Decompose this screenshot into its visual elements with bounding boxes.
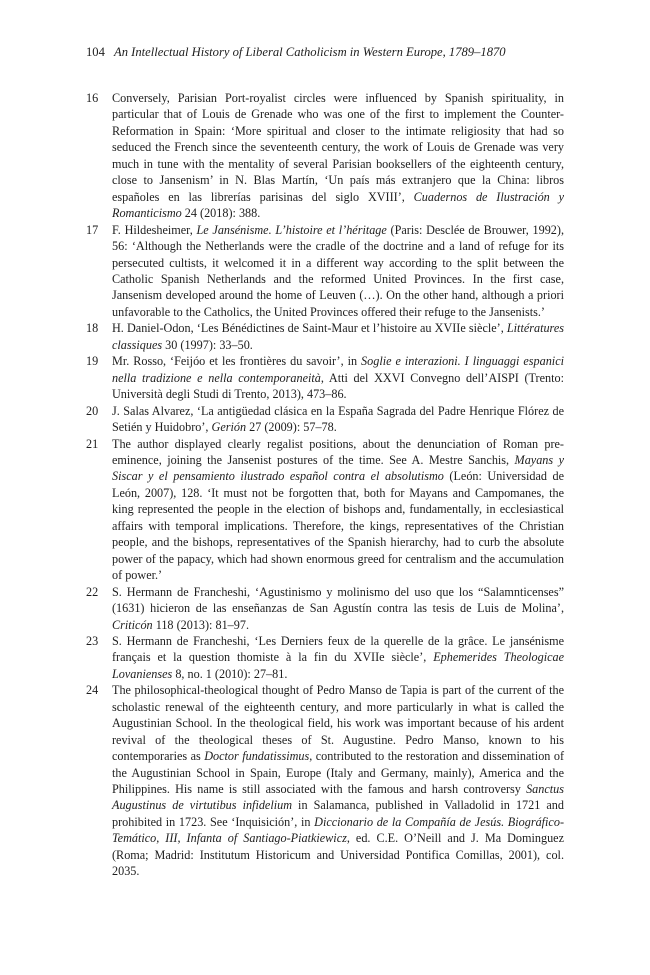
endnote-text bbox=[112, 436, 564, 584]
endnote-number: 17 bbox=[86, 222, 99, 237]
endnote-23 bbox=[86, 633, 564, 682]
endnote-20 bbox=[86, 403, 564, 436]
endnotes-list bbox=[86, 90, 564, 880]
endnote-italic-title: Ephemerides Theologicae Lovanienses bbox=[112, 650, 564, 681]
endnote-text-run: Conversely, Parisian Port-royalist circles were influenced by Spanish spirituality, in particular that of Louis de Grenade who was one of the first to implement the Counter-Reformation in Spain: ‘More spiritual and closer to the intimate religiosity that had so seduced the French since the seventeenth century, the work of Louis de Grenade was very much in tune with the mentality of several Parisian booksellers of the eighteenth century, close to Jansenism’ in N. Blas Martín, ‘Un país más extranjero que la China: libros españoles en las librerías parisinas del siglo XVIII’, bbox=[112, 91, 564, 204]
endnote-21 bbox=[86, 436, 564, 584]
endnote-italic-title: Le Jansénisme. L’histoire et l’héritage bbox=[196, 222, 387, 237]
endnote-text-run: 8, no. 1 (2010): 27–81. bbox=[172, 666, 288, 681]
endnote-text-run: The author displayed clearly regalist positions, about the denunciation of Roman pre-eminence, joining the Jansenist postures of the time. See A. Mestre Sanchis, bbox=[112, 436, 564, 467]
endnote-22 bbox=[86, 584, 564, 633]
endnote-text-run: , contributed to the restoration and dissemination of the Augustinian School in Spain, Europe (Italy and Germany, mainly), America and the Philippines. His name is still associated with the famous and harsh controversy bbox=[112, 749, 565, 797]
endnote-italic-title: Gerión bbox=[211, 420, 247, 435]
endnote-italic-title: Doctor fundatissimus bbox=[204, 749, 310, 764]
endnote-text-run: (Paris: Desclée de Brouwer, 1992), 56: ‘Although the Netherlands were the cradle of the doctrine and a land of refuge for its persecuted cultists, it welcomed it in a different way according to the split between the Catholic Spanish Netherlands and the reformed United Provinces. In the first case, Jansenism developed around the home of Leuven (…). On the other hand, although a priori unfavorable to the Catholics, the United Provinces offered their refuge to the Jansenists.’ bbox=[112, 222, 564, 319]
endnote-text bbox=[112, 320, 564, 353]
endnote-text-run: S. Hermann de Francheshi, ‘Agustinismo y molinismo del uso que los “Salamnticenses” (1631) hicieron de las enseñanzas de San Agustín contra las tesis de Luis de Molina’, bbox=[112, 584, 564, 616]
endnote-italic-title: Mayans y Siscar y el pensamiento ilustrado español contra el absolutismo bbox=[112, 452, 564, 484]
endnote-number: 23 bbox=[86, 633, 99, 648]
endnote-text-run: (León: Universidad de León, 2007), 128. ‘It must not be forgotten that, both for Mayans and Campomanes, the king represented the people in the election of bishops and, fundamentally, in ecclesiastical affairs with temporal implications. Therefore, the kings, representatives of the Christian people, and the bishops, representatives of the Spanish hierarchy, had to curb the absolute power of the papacy, which had shown enormous greed for centralism and the accumulation of power.’ bbox=[112, 469, 564, 583]
endnote-italic-title: Diccionario de la Compañía de Jesús. Biográfico-Temático, III, Infanta of Santiago-Piatkiewicz bbox=[112, 814, 564, 846]
endnote-17 bbox=[86, 222, 564, 321]
endnote-text-run: H. Daniel-Odon, ‘Les Bénédictines de Saint-Maur et l’histoire au XVIIe siècle’, bbox=[112, 321, 507, 336]
endnote-number: 22 bbox=[86, 584, 99, 599]
endnote-number: 18 bbox=[86, 321, 99, 336]
endnote-text bbox=[112, 90, 564, 222]
endnote-text-run: S. Hermann de Francheshi, ‘Les Derniers feux de la querelle de la grâce. Le jansénisme français et la question thomiste à la fin du XVIIe siècle’, bbox=[112, 633, 564, 665]
endnote-text bbox=[112, 633, 564, 682]
running-title: An Intellectual History of Liberal Catholicism in Western Europe, 1789–1870 bbox=[114, 45, 506, 59]
endnote-text-run: , ed. C.E. O’Neill and J. Ma Dominguez (Roma; Madrid: Institutum Historicum and Universidad Pontifica Comillas, 2001), col. 2035. bbox=[112, 831, 564, 879]
endnote-number: 20 bbox=[86, 403, 99, 418]
running-header bbox=[86, 44, 586, 60]
endnote-text-run: 27 (2009): 57–78. bbox=[246, 420, 337, 435]
endnote-text bbox=[112, 403, 564, 436]
endnote-text bbox=[112, 584, 564, 633]
endnote-text-run: in Salamanca, published in Valladolid in 1721 and prohibited in 1723. See ‘Inquisición’, in bbox=[112, 798, 564, 829]
endnote-text-run: 24 (2018): 388. bbox=[181, 206, 261, 221]
endnote-text bbox=[112, 222, 564, 321]
endnote-italic-title: Soglie e interazioni. I linguaggi espanici nella tradizione e nella contemporaneità bbox=[112, 354, 564, 385]
endnote-text-run: Mr. Rosso, ‘Feijóo et les frontières du savoir’, in bbox=[112, 354, 362, 369]
endnote-text-run: 118 (2013): 81–97. bbox=[152, 617, 250, 632]
endnote-text-run: J. Salas Alvarez, ‘La antigüedad clásica en la España Sagrada del Padre Henrique Flórez de Setién y Huidobro’, bbox=[112, 403, 564, 435]
endnote-italic-title: Sanctus Augustinus de virtutibus infidelium bbox=[112, 782, 564, 813]
endnote-number: 21 bbox=[86, 436, 99, 451]
endnote-text bbox=[112, 682, 564, 879]
endnote-italic-title: Littératures classiques bbox=[112, 321, 564, 352]
endnote-number: 16 bbox=[86, 91, 99, 105]
endnote-number: 24 bbox=[86, 683, 99, 698]
endnote-18 bbox=[86, 320, 564, 353]
endnote-italic-title: Criticón bbox=[112, 617, 153, 632]
endnote-italic-title: Cuadernos de Ilustración y Romanticismo bbox=[112, 189, 564, 221]
endnote-text bbox=[112, 353, 564, 402]
endnote-text-run: , Atti del XXVI Convegno dell’AISPI (Trento: Università degli Studi di Trento, 2013), 473–86. bbox=[112, 370, 564, 402]
endnote-text-run: The philosophical-theological thought of Pedro Manso de Tapia is part of the current of the scholastic renewal of the eighteenth century, and more particularly in what is called the Augustinian School. In the theological field, his work was important because of his ardent revival of the theological theses of St. Augustine. Pedro Manso, known to his contemporaries as bbox=[112, 683, 564, 764]
endnote-text-run: 30 (1997): 33–50. bbox=[162, 337, 253, 352]
endnote-number: 19 bbox=[86, 354, 99, 369]
endnote-text-run: F. Hildesheimer, bbox=[112, 222, 197, 237]
endnote-24 bbox=[86, 682, 564, 879]
endnote-19 bbox=[86, 353, 564, 402]
endnote-16 bbox=[86, 90, 564, 222]
page-number: 104 bbox=[86, 45, 105, 59]
